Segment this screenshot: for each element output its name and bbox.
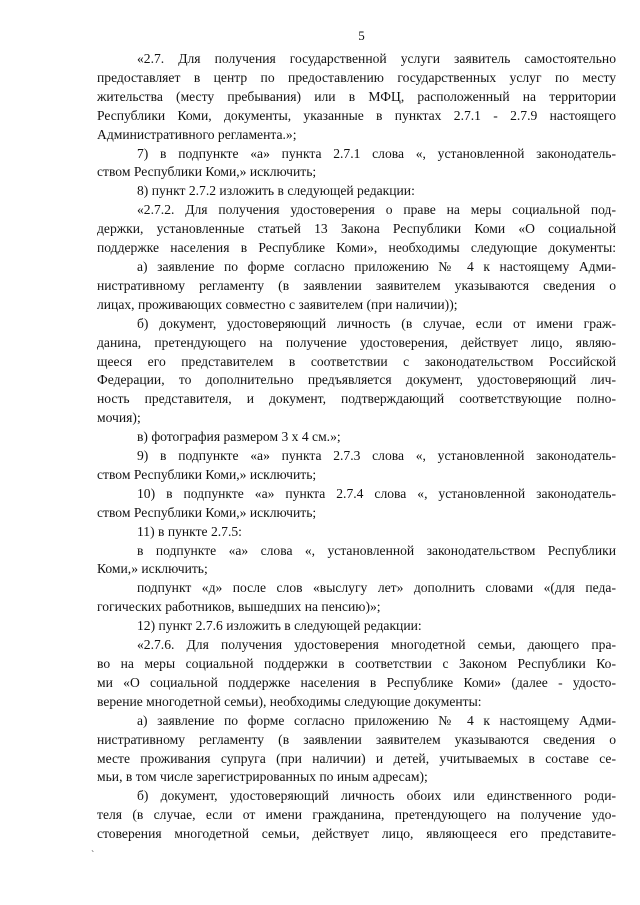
text-line: гогических работников, вышедших на пенсию)»; — [97, 599, 381, 615]
text-line: мочия); — [97, 410, 141, 426]
text-line: месте проживания супруга (при наличии) и детей, учитываемых в составе се- — [97, 750, 616, 766]
text-line: верение многодетной семьи), необходимы следующие документы: — [97, 693, 482, 709]
text-line: во на меры социальной поддержки в соответствии с Законом Республики Ко- — [97, 656, 616, 671]
text-line: а) заявление по форме согласно приложению № 4 к настоящему Адми- — [137, 712, 616, 728]
text-line: Коми,» исключить; — [97, 561, 208, 577]
text-line: теля (в случае, если от имени гражданина, претендующего на получение удо- — [97, 807, 616, 823]
text-line: данина, претендующего на получение удостоверения, действует лицо, являю- — [97, 334, 616, 350]
text-line: 12) пункт 2.7.6 изложить в следующей редакции: — [137, 618, 422, 634]
text-line: в подпункте «а» слова «, установленной законодательством Республики — [137, 542, 616, 558]
margin-mark: ` — [91, 850, 95, 861]
text-line: предоставляет в центр по предоставлению государственных услуг по месту — [97, 69, 616, 85]
text-line: ством Республики Коми,» исключить; — [97, 504, 317, 520]
page-number: 5 — [358, 28, 365, 43]
text-line: мьи, в том числе зарегистрированных по иным адресам); — [97, 769, 428, 785]
text-line: 9) в подпункте «а» пункта 2.7.3 слова «, установленной законодатель- — [137, 448, 616, 464]
text-line: лицах, проживающих совместно с заявителем (при наличии)); — [97, 296, 458, 312]
text-line: 11) в пункте 2.7.5: — [137, 523, 242, 539]
text-line: Республики Коми, документы, указанные в пунктах 2.7.1 - 2.7.9 настоящего — [97, 107, 616, 123]
text-line: Административного регламента.»; — [97, 126, 297, 142]
text-line: ством Республики Коми,» исключить; — [97, 466, 317, 482]
text-line: а) заявление по форме согласно приложению № 4 к настоящему Адми- — [137, 258, 616, 274]
text-line: ность представителя, и документ, подтверждающий соответствующие полно- — [97, 391, 616, 407]
text-line: ми «О социальной поддержке населения в Республике Коми» (далее - удосто- — [97, 674, 616, 690]
text-line: Федерации, то дополнительно предъявляется документ, удостоверяющий лич- — [97, 372, 616, 388]
text-line: «2.7. Для получения государственной услуги заявитель самостоятельно — [137, 51, 616, 66]
text-line: держки, установленные статьей 13 Закона Республики Коми «О социальной — [97, 221, 616, 237]
text-line: нистративному регламенту (в заявлении заявителем указываются сведения о — [97, 731, 616, 747]
text-line: поддержке населения в Республике Коми», необходимы следующие документы: — [97, 240, 616, 256]
text-line: «2.7.2. Для получения удостоверения о праве на меры социальной под- — [137, 202, 616, 218]
text-line: стоверения многодетной семьи, действует лицо, являющееся его представите- — [97, 826, 616, 842]
text-line: подпункт «д» после слов «выслугу лет» дополнить словами «(для педа- — [137, 580, 616, 596]
document-body — [97, 50, 616, 844]
text-line: 7) в подпункте «а» пункта 2.7.1 слова «, установленной законодатель- — [137, 145, 616, 161]
text-line: б) документ, удостоверяющий личность обоих или единственного роди- — [137, 788, 616, 804]
text-line: ством Республики Коми,» исключить; — [97, 164, 317, 180]
text-line: б) документ, удостоверяющий личность (в случае, если от имени граж- — [137, 315, 616, 331]
text-line: в) фотография размером 3 х 4 см.»; — [137, 429, 341, 445]
text-line: жительства (месту пребывания) или в МФЦ, расположенный на территории — [97, 88, 616, 104]
text-line: 8) пункт 2.7.2 изложить в следующей редакции: — [137, 183, 415, 199]
text-line: 10) в подпункте «а» пункта 2.7.4 слова «, установленной законодатель- — [137, 485, 616, 501]
text-line: нистративному регламенту (в заявлении заявителем указываются сведения о — [97, 277, 616, 293]
text-line: «2.7.6. Для получения удостоверения многодетной семьи, дающего пра- — [137, 637, 616, 653]
text-line: щееся его представителем в соответствии с законодательством Российской — [97, 353, 616, 369]
